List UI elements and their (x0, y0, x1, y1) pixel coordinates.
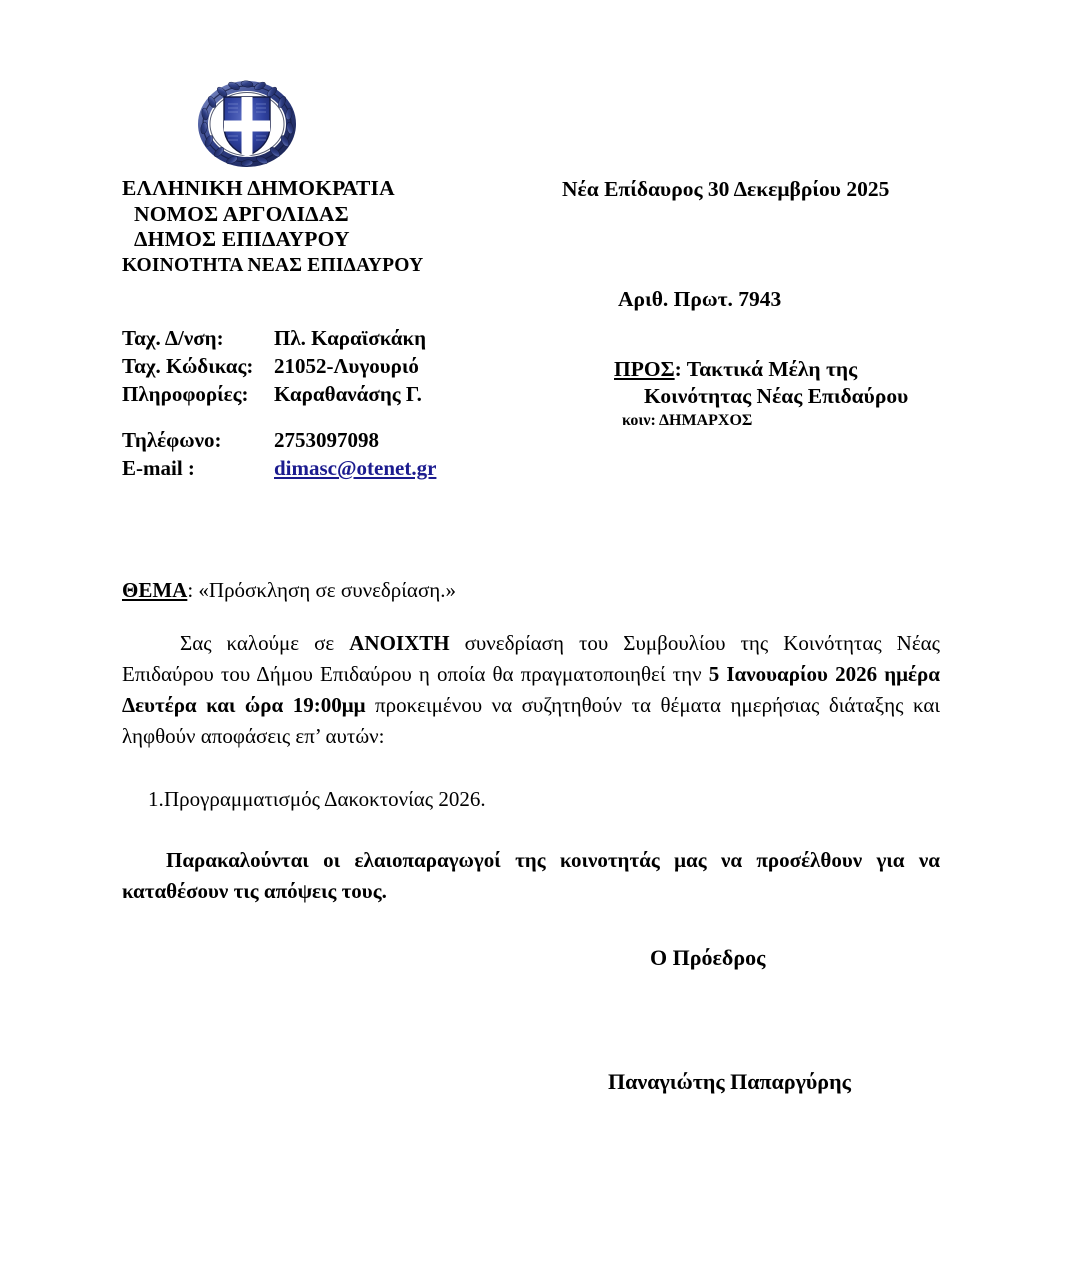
contact-row-address (122, 324, 552, 352)
intro-bold-datetime: 5 Ιανουαρίου 2026 ημέρα Δευτέρα και ώρα 19:00μμ (122, 662, 940, 717)
invitation-paragraph (122, 628, 940, 752)
info-label: Πληροφορίες: (122, 382, 249, 406)
postcode-value: 21052-Λυγουριό (274, 354, 419, 378)
intro-bold-open: ΑΝΟΙΧΤΗ (349, 631, 450, 655)
place-and-date: Νέα Επίδαυρος 30 Δεκεμβρίου 2025 (562, 177, 890, 201)
organization-block (122, 176, 542, 278)
date-recipient-block (556, 176, 1026, 432)
recipient-line-2: Κοινότητας Νέας Επιδαύρου (644, 384, 909, 408)
org-line-republic: ΕΛΛΗΝΙΚΗ ΔΗΜΟΚΡΑΤΙΑ (122, 176, 395, 200)
intro-part-2: συνεδρίαση του Συμβουλίου της Κοινότητας Νέας Επιδαύρου του Δήμου Επιδαύρου η οποία θα πραγματοποιηθεί την (122, 631, 940, 686)
agenda-item-text: Προγραμματισμός Δακοκτονίας 2026. (164, 787, 486, 811)
letterhead (0, 176, 1080, 496)
recipient-prefix: ΠΡΟΣ (614, 357, 675, 381)
info-value: Καραθανάσης Γ. (274, 382, 422, 406)
contact-row-info (122, 380, 552, 408)
phone-value: 2753097098 (274, 428, 379, 452)
org-line-prefecture: ΝΟΜΟΣ ΑΡΓΟΛΙΔΑΣ (134, 201, 349, 226)
agenda-item-number: 1. (148, 787, 164, 811)
subject-line (122, 576, 456, 604)
contact-block (122, 324, 552, 482)
contact-spacer (122, 408, 552, 426)
agenda-list (122, 784, 940, 814)
signature-name: Παναγιώτης Παπαργύρης (608, 1069, 851, 1094)
intro-part-1: Σας καλούμε σε (180, 631, 350, 655)
postcode-label: Ταχ. Κώδικας: (122, 354, 254, 378)
subject-text: : «Πρόσκληση σε συνεδρίαση.» (187, 578, 456, 602)
email-link[interactable]: dimasc@otenet.gr (274, 456, 437, 480)
contact-row-postcode (122, 352, 552, 380)
address-label: Ταχ. Δ/νση: (122, 326, 224, 350)
contact-row-email (122, 454, 552, 482)
address-value: Πλ. Καραϊσκάκη (274, 326, 427, 350)
agenda-item (122, 784, 940, 814)
request-paragraph: Παρακαλούνται οι ελαιοπαραγωγοί της κοινοτητάς μας να προσέλθουν για να καταθέσουν τις απόψεις τους. (122, 848, 940, 903)
recipient-line-1-rest: : Τακτικά Μέλη της (674, 357, 858, 381)
cc-line: κοιν: ΔΗΜΑΡΧΟΣ (622, 412, 753, 429)
intro-part-3: προκειμένου να συζητηθούν τα θέματα ημερήσιας διάταξης και ληφθούν αποφάσεις επ’ αυτών: (122, 693, 941, 748)
contact-row-phone (122, 426, 552, 454)
protocol-number: Αριθ. Πρωτ. 7943 (618, 287, 782, 311)
phone-label: Τηλέφωνο: (122, 428, 222, 452)
hellenic-republic-coat-of-arms-icon (193, 74, 301, 174)
org-line-municipality: ΔΗΜΟΣ ΕΠΙΔΑΥΡΟΥ (134, 227, 350, 251)
subject-label: ΘΕΜΑ (122, 578, 188, 602)
recipient-block (556, 356, 1026, 432)
recipient-line-1 (614, 356, 1026, 383)
signature-title: Ο Πρόεδρος (650, 945, 766, 970)
email-label: E-mail : (122, 456, 195, 480)
org-line-community: ΚΟΙΝΟΤΗΤΑ ΝΕΑΣ ΕΠΙΔΑΥΡΟΥ (122, 254, 424, 276)
